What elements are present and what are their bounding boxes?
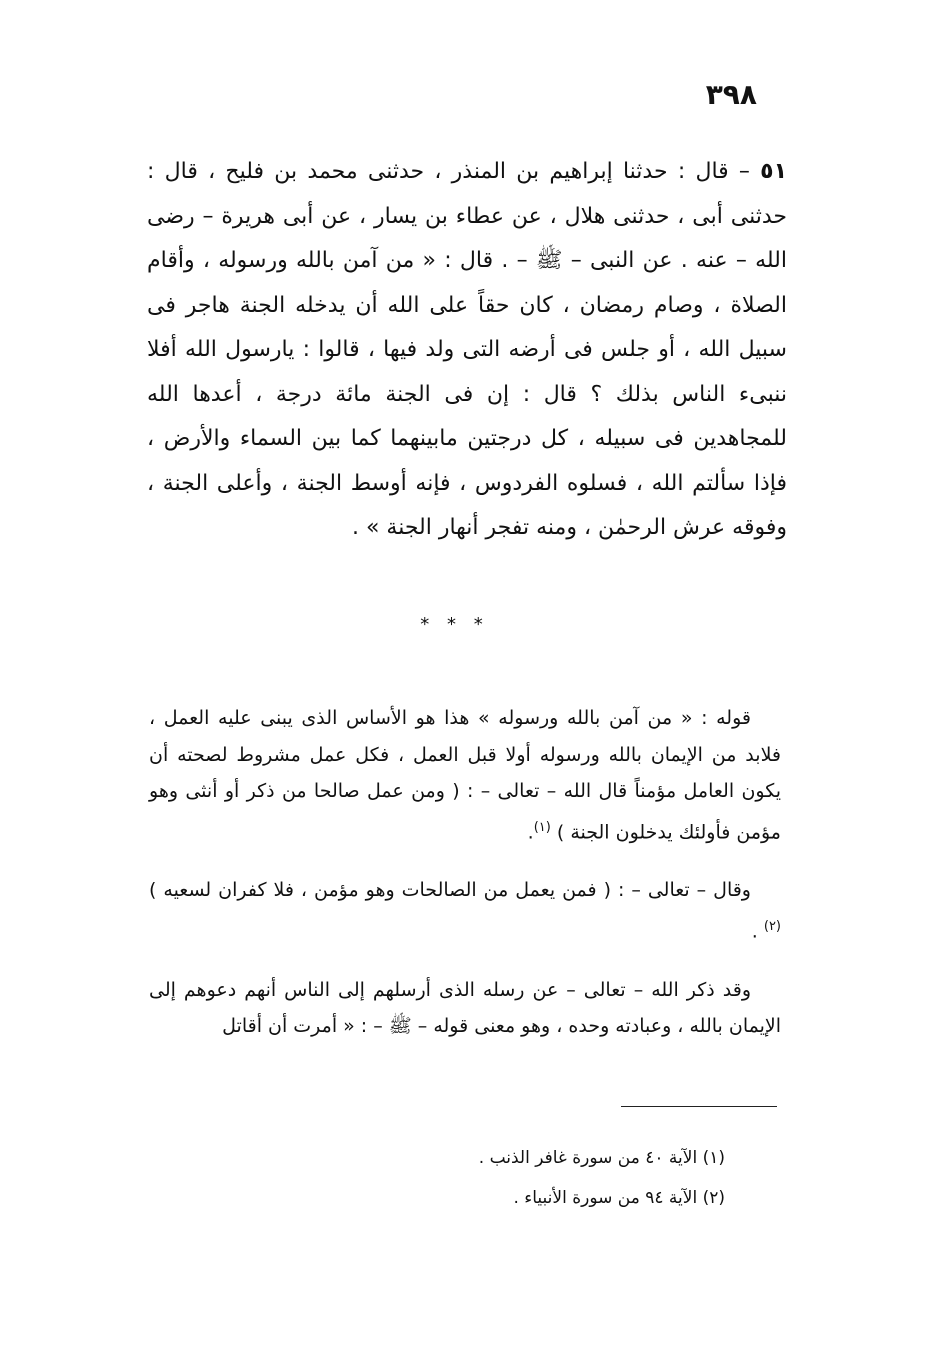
commentary-paragraph-2-end: .: [751, 920, 764, 943]
commentary-paragraph-1-text: قوله : « من آمن بالله ورسوله » هذا هو الأساس الذى يبنى عليه العمل ، فلابد من الإيمان بالله ورسوله أولا قبل العمل ، فكل عمل مشروط لصحته أن يكون العامل مؤمناً قال الله – تعالى – : ( ومن عمل صالحا من ذكر أو أنثى وهو مؤمن فأولئك يدخلون الجنة ): [149, 707, 781, 843]
footnote-divider: [621, 1106, 777, 1107]
commentary-paragraph-1: [149, 700, 781, 850]
commentary-paragraph-3-text: وقد ذكر الله – تعالى – عن رسله الذى أرسلهم إلى الناس أنهم دعوهم إلى الإيمان بالله ، وعبادته وحده ، وهو معنى قوله – ﷺ – : « أمرت أن أقاتل: [149, 978, 781, 1038]
footnote-ref-2: (٢): [763, 918, 781, 934]
page-number: ٣٩٨: [705, 78, 757, 111]
commentary-paragraph-3: [149, 972, 781, 1045]
footnote-2: (٢) الآية ٩٤ من سورة الأنبياء .: [513, 1188, 725, 1208]
commentary-paragraph-2: [149, 872, 781, 949]
hadith-paragraph: [147, 150, 787, 551]
commentary: [149, 700, 781, 1067]
footnote-ref-1: (١): [533, 819, 551, 835]
commentary-paragraph-2-text: وقال – تعالى – : ( فمن يعمل من الصالحات وهو مؤمن ، فلا كفران لسعيه ): [149, 879, 751, 902]
hadith-text: – قال : حدثنا إبراهيم بن المنذر ، حدثنى محمد بن فليح ، قال : حدثنى أبى ، حدثنى هلال ، عن عطاء بن يسار ، عن أبى هريرة – رضى الله – عنه . عن النبى – ﷺ – . قال : « من آمن بالله ورسوله ، وأقام الصلاة ، وصام رمضان ، كان حقاً على الله أن يدخله الجنة هاجر فى سبيل الله ، أو جلس فى أرضه التى ولد فيها ، قالوا : يارسول الله أفلا ننبىء الناس بذلك ؟ قال : إن فى الجنة مائة درجة ، أعدها الله للمجاهدين فى سبيله ، كل درجتين مابينهما كما بين السماء والأرض ، فإذا سألتم الله ، فسلوه الفردوس ، فإنه أوسط الجنة ، وأعلى الجنة ، وفوقه عرش الرحمٰن ، ومنه تفجر أنهار الجنة » .: [147, 159, 787, 540]
commentary-paragraph-1-end: .: [527, 820, 534, 843]
footnote-1: (١) الآية ٤٠ من سورة غافر الذنب .: [478, 1148, 725, 1168]
footnotes: [225, 1138, 725, 1218]
hadith-number: ٥١: [760, 159, 787, 184]
section-separator: * * *: [420, 614, 489, 635]
